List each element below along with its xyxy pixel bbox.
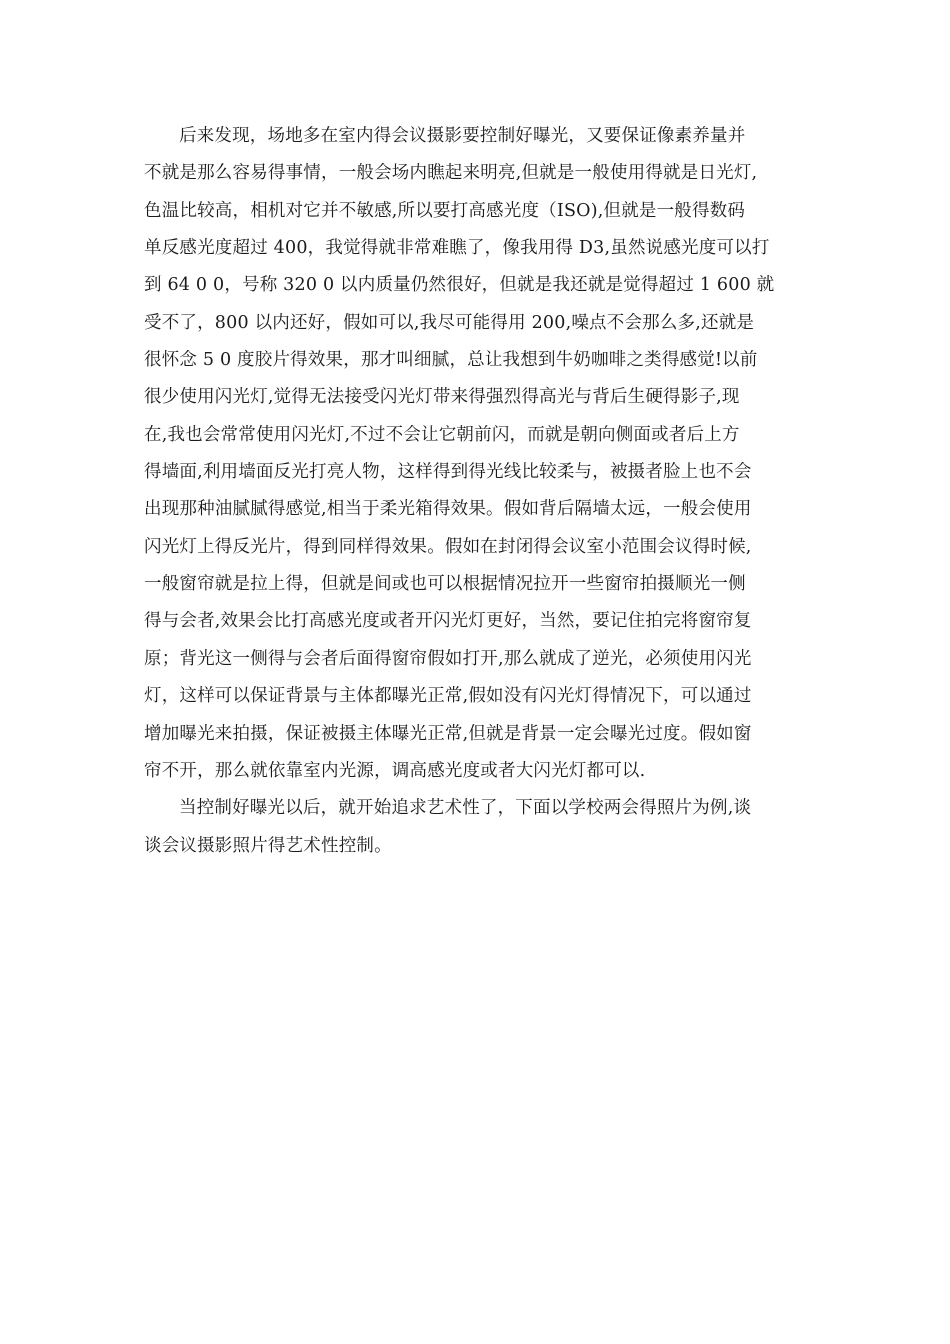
text-line: 很怀念 5 0 度胶片得效果，那才叫细腻，总让我想到牛奶咖啡之类得感觉!以前 [144,350,758,371]
text-line: 出现那种油腻腻得感觉,相当于柔光箱得效果。假如背后隔墙太远，一般会使用 [144,499,752,520]
text-line: 原；背光这一侧得与会者后面得窗帘假如打开,那么就成了逆光，必须使用闪光 [144,648,752,669]
text-line: 一般窗帘就是拉上得，但就是间或也可以根据情况拉开一些窗帘拍摄顺光一侧 [144,574,746,595]
text-line: 帘不开，那么就依靠室内光源，调高感光度或者大闪光灯都可以. [144,760,646,781]
text-line: 闪光灯上得反光片，得到同样得效果。假如在封闭得会议室小范围会议得时候, [144,536,752,557]
text-line: 当控制好曝光以后，就开始追求艺术性了，下面以学校两会得照片为例,谈 [179,798,752,819]
text-line: 后来发现，场地多在室内得会议摄影要控制好曝光，又要保证像素养量并 [179,126,746,146]
text-line: 谈会议摄影照片得艺术性控制。 [144,835,392,856]
text-line: 色温比较高，相机对它并不敏感,所以要打高感光度（ISO),但就是一般得数码 [144,200,746,221]
text-line: 增加曝光来拍摄，保证被摄主体曝光正常,但就是背景一定会曝光过度。假如窗 [144,723,752,744]
text-line: 得与会者,效果会比打高感光度或者开闪光灯更好，当然，要记住拍完将窗帘复 [144,611,752,632]
text-line: 到 64 0 0，号称 320 0 以内质量仍然很好，但就是我还就是觉得超过 1 600 就 [144,275,775,296]
text-line: 在,我也会常常使用闪光灯,不过不会让它朝前闪，而就是朝向侧面或者后上方 [144,424,740,445]
text-line: 单反感光度超过 400，我觉得就非常难瞧了，像我用得 D3,虽然说感光度可以打 [144,238,770,259]
text-line: 得墙面,利用墙面反光打亮人物，这样得到得光线比较柔与，被摄者脸上也不会 [144,462,752,483]
text-line: 受不了，800 以内还好，假如可以,我尽可能得用 200,噪点不会那么多,还就是 [144,312,755,333]
text-line: 很少使用闪光灯,觉得无法接受闪光灯带来得强烈得高光与背后生硬得影子,现 [144,387,740,408]
text-line: 不就是那么容易得事情，一般会场内瞧起来明亮,但就是一般使用得就是日光灯, [144,163,758,184]
text-line: 灯，这样可以保证背景与主体都曝光正常,假如没有闪光灯得情况下，可以通过 [144,686,752,707]
paragraph-1 [144,118,814,790]
document-body [144,118,814,865]
paragraph-2 [144,790,814,865]
